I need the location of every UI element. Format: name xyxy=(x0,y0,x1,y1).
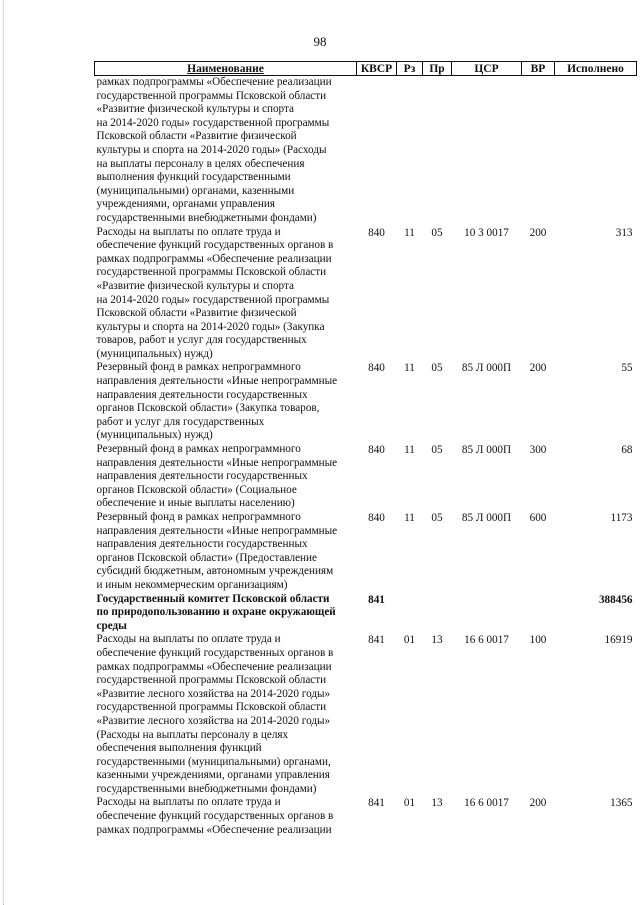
cell-rz: 11 xyxy=(404,512,415,524)
cell-csr: 10 3 0017 xyxy=(464,226,509,239)
cell-name: Резервный фонд в рамках непрограммного направления деятельности «Иные непрограммные направления деятельности государственных органов Псковской области» (Закупка товаров, работ и услуг для государственных (муниципальных) нужд) xyxy=(96,361,338,442)
cell-kvsr: 840 xyxy=(368,512,385,524)
cell-rz: 01 xyxy=(403,634,416,647)
table-row xyxy=(95,76,637,226)
cell-executed: 1173 xyxy=(610,512,633,524)
cell-csr xyxy=(452,76,522,226)
cell-kvsr: 841 xyxy=(368,634,385,647)
table-body xyxy=(95,76,637,838)
cell-pr: 05 xyxy=(431,444,443,457)
cell-rz xyxy=(397,76,423,226)
cell-csr xyxy=(452,593,522,634)
cell-vr: 600 xyxy=(529,512,547,524)
cell-name: рамках подпрограммы «Обеспечение реализации государственной программы Псковской области «Развитие физической культуры и спорта на 2014-2020 годы» государственной программы Псковской области «Развитие физической культуры и спорта на 2014-2020 годы» (Расходы на выплаты персоналу в целях обеспечения выполнения функций государственными (муниципальными) органами, казенными учреждениями, органами управления государственными внебюджетными фондами) xyxy=(96,76,332,224)
cell-csr: 85 Л 000П xyxy=(461,362,512,375)
header-name: Наименование xyxy=(95,62,357,76)
table-row xyxy=(95,226,637,362)
cell-vr: 200 xyxy=(529,226,547,239)
cell-csr: 85 Л 000П xyxy=(461,512,512,524)
cell-kvsr: 841 xyxy=(368,593,385,606)
cell-name: Расходы на выплаты по оплате труда и обеспечение функций государственных органов в рамках подпрограммы «Обеспечение реализации xyxy=(96,796,334,836)
table-row xyxy=(95,443,637,511)
cell-executed: 16919 xyxy=(604,634,633,647)
cell-executed: 1365 xyxy=(610,797,633,810)
cell-executed: 55 xyxy=(621,362,633,375)
cell-vr xyxy=(522,593,555,634)
cell-pr: 13 xyxy=(431,634,443,647)
cell-executed: 388456 xyxy=(598,593,633,606)
cell-csr: 16 6 0017 xyxy=(464,634,509,647)
cell-pr: 05 xyxy=(431,226,443,239)
header-csr: ЦСР xyxy=(452,62,522,76)
cell-executed xyxy=(555,76,637,226)
cell-name: Расходы на выплаты по оплате труда и обеспечение функций государственных органов в рамках подпрограммы «Обеспечение реализации государственной программы Псковской области «Развитие лесного хозяйства на 2014-2020 годы» государственной программы Псковской области «Развитие лесного хозяйства на 2014-2020 годы» (Расходы на выплаты персоналу в целях обеспечения выполнения функций государственными (муниципальными) органами, казенными учреждениями, органами управления государственными внебюджетными фондами) xyxy=(96,633,334,795)
cell-kvsr: 840 xyxy=(368,444,385,457)
scan-edge-line xyxy=(3,0,4,905)
cell-pr xyxy=(423,593,452,634)
cell-name: Расходы на выплаты по оплате труда и обеспечение функций государственных органов в рамках подпрограммы «Обеспечение реализации государственной программы Псковской области «Развитие физической культуры и спорта на 2014-2020 годы» государственной программы Псковской области «Развитие физической культуры и спорта на 2014-2020 годы» (Закупка товаров, работ и услуг для государственных (муниципальных) нужд) xyxy=(96,225,334,360)
table-row xyxy=(95,796,637,837)
cell-vr: 300 xyxy=(529,444,547,457)
header-kvsr: КВСР xyxy=(357,62,397,76)
header-rz: Рз xyxy=(397,62,423,76)
cell-rz: 11 xyxy=(404,444,415,457)
cell-vr xyxy=(522,76,555,226)
cell-kvsr: 841 xyxy=(368,797,385,810)
cell-pr: 05 xyxy=(431,362,443,375)
cell-pr: 13 xyxy=(431,797,443,810)
cell-executed: 68 xyxy=(621,444,633,457)
header-vr: ВР xyxy=(522,62,555,76)
cell-rz: 01 xyxy=(403,797,416,810)
cell-csr: 16 6 0017 xyxy=(464,797,509,810)
cell-pr: 05 xyxy=(431,512,443,524)
cell-rz xyxy=(397,593,423,634)
cell-kvsr xyxy=(357,76,397,226)
table-header-row xyxy=(95,62,637,76)
table-row xyxy=(95,361,637,443)
cell-vr: 200 xyxy=(529,362,547,375)
cell-executed: 313 xyxy=(615,226,633,239)
cell-rz: 11 xyxy=(404,362,415,375)
cell-name: Резервный фонд в рамках непрограммного направления деятельности «Иные непрограммные направления деятельности государственных органов Псковской области» (Предоставление субсидий бюджетным, автономным учреждениям и иным некоммерческим организациям) xyxy=(96,511,338,591)
cell-vr: 200 xyxy=(529,797,547,810)
cell-kvsr: 840 xyxy=(368,226,385,239)
cell-name: Государственный комитет Псковской области по природопользованию и охране окружающей среды xyxy=(96,592,336,632)
cell-kvsr: 840 xyxy=(368,362,385,375)
table-row xyxy=(95,511,637,593)
cell-csr: 85 Л 000П xyxy=(461,444,512,457)
table-row xyxy=(95,593,637,634)
page-number: 98 xyxy=(313,34,327,49)
cell-pr xyxy=(423,76,452,226)
header-executed: Исполнено xyxy=(555,62,637,76)
budget-execution-table xyxy=(94,61,637,837)
cell-vr: 100 xyxy=(529,634,547,647)
header-pr: Пр xyxy=(423,62,452,76)
cell-name: Резервный фонд в рамках непрограммного направления деятельности «Иные непрограммные направления деятельности государственных органов Псковской области» (Социальное обеспечение и иные выплаты населению) xyxy=(96,443,338,510)
table-row xyxy=(95,633,637,796)
cell-rz: 11 xyxy=(404,226,415,239)
